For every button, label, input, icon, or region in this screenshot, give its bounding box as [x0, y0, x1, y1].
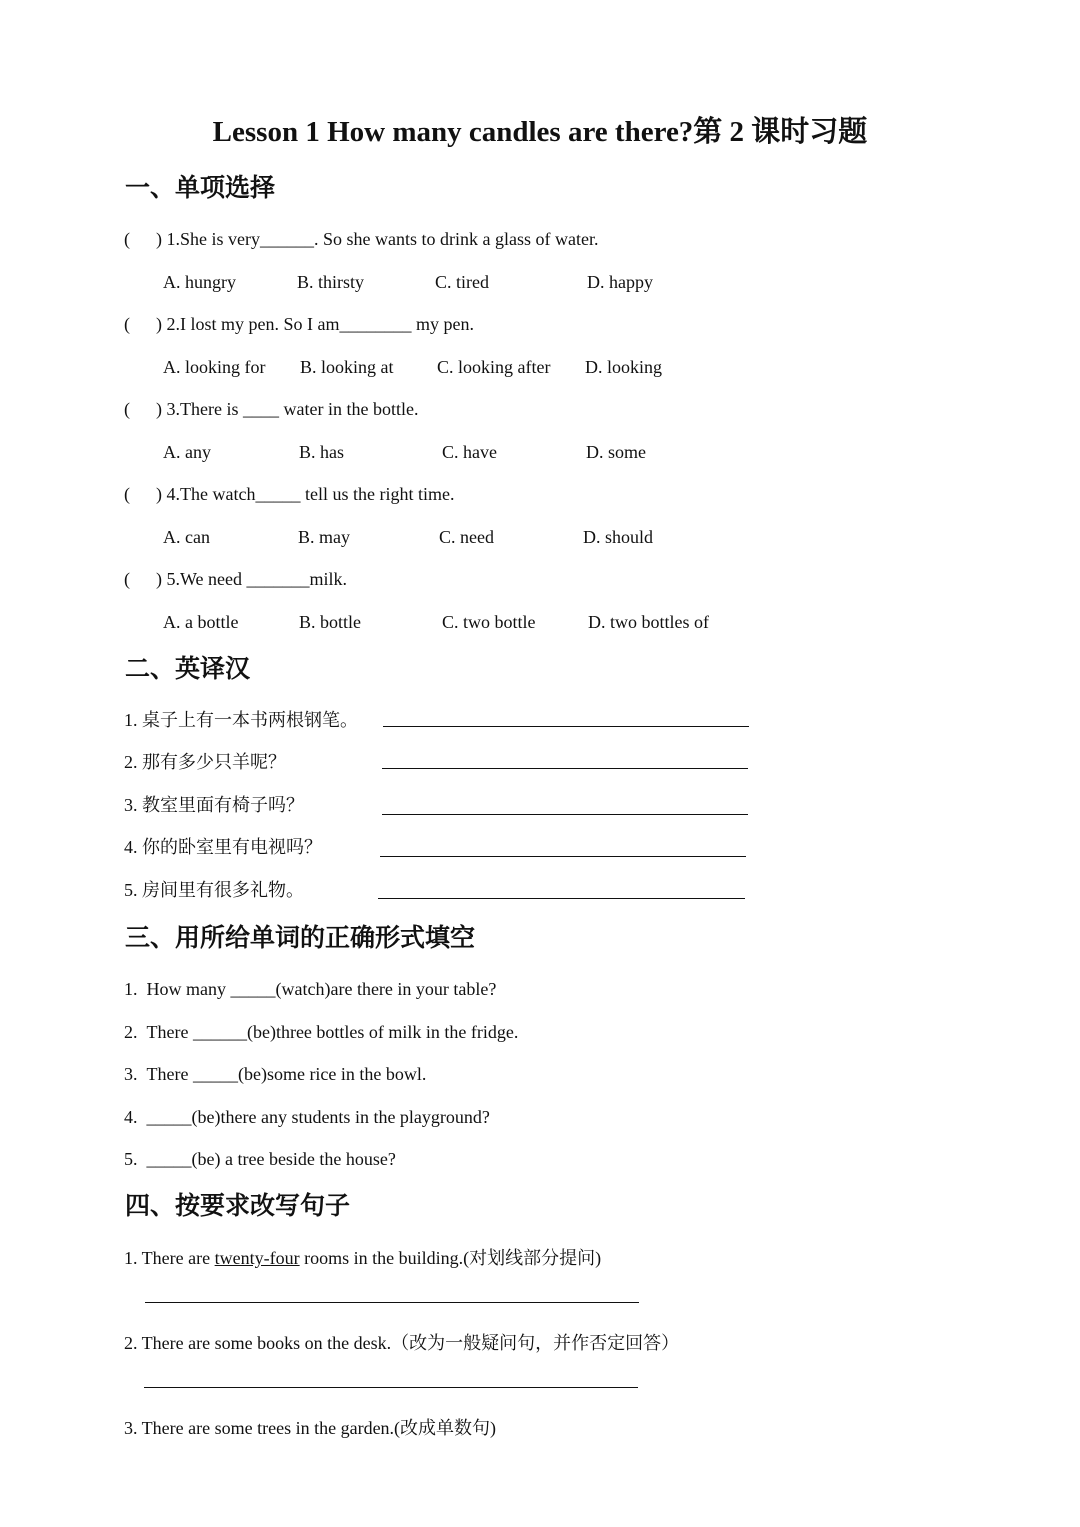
mc-option: C. have [442, 442, 497, 462]
mc-option: C. two bottle [442, 612, 536, 632]
section-heading-2: 二、英译汉 [125, 656, 251, 683]
fill-item-5: 5. _____(be) a tree beside the house? [124, 1149, 396, 1169]
mc-option: C. looking after [437, 357, 551, 377]
mc-option: C. tired [435, 272, 489, 292]
rewrite-item-1: 1. There are twenty-four rooms in the building.(对划线部分提问) [124, 1248, 602, 1268]
mc-option: D. looking [585, 357, 663, 377]
page-title: Lesson 1 How many candles are there?第 2 课时习题 [212, 116, 868, 148]
mc-option: A. a bottle [163, 612, 239, 632]
mc-option: C. need [439, 527, 494, 547]
mc-option: D. some [586, 442, 646, 462]
mc-question-2: ( ) 2.I lost my pen. So I am________ my pen. [124, 314, 474, 334]
section-heading-1: 一、单项选择 [125, 175, 276, 202]
translate-item-4: 4. 你的卧室里有电视吗？ [124, 837, 322, 857]
fill-item-3: 3. There _____(be)some rice in the bowl. [124, 1064, 427, 1084]
translate-item-3: 3. 教室里面有椅子吗？ [124, 795, 304, 815]
answer-line [144, 1387, 638, 1388]
underlined-phrase: twenty-four [214, 1248, 300, 1268]
answer-line [382, 814, 748, 815]
fill-item-2: 2. There ______(be)three bottles of milk in the fridge. [124, 1022, 519, 1042]
fill-item-1: 1. How many _____(watch)are there in your table? [124, 979, 497, 999]
fill-item-4: 4. _____(be)there any students in the playground? [124, 1107, 490, 1127]
mc-option: B. has [299, 442, 344, 462]
mc-option: D. two bottles of [588, 612, 709, 632]
mc-question-4: ( ) 4.The watch_____ tell us the right time. [124, 484, 455, 504]
section-heading-4: 四、按要求改写句子 [125, 1193, 351, 1220]
mc-option: A. looking for [163, 357, 266, 377]
mc-question-3: ( ) 3.There is ____ water in the bottle. [124, 399, 419, 419]
mc-option: B. bottle [299, 612, 361, 632]
answer-line [380, 856, 746, 857]
mc-question-1: ( ) 1.She is very______. So she wants to drink a glass of water. [124, 229, 599, 249]
answer-line [383, 726, 749, 727]
section-heading-3: 三、用所给单词的正确形式填空 [125, 925, 476, 952]
mc-option: A. hungry [163, 272, 236, 292]
mc-option: B. may [298, 527, 350, 547]
rewrite-item-3: 3. There are some trees in the garden.(改成单数句) [124, 1418, 497, 1438]
mc-question-5: ( ) 5.We need _______milk. [124, 569, 348, 589]
translate-item-5: 5. 房间里有很多礼物。 [124, 880, 304, 900]
answer-line [382, 768, 748, 769]
mc-option: B. looking at [300, 357, 394, 377]
mc-option: D. should [583, 527, 654, 547]
mc-option: D. happy [587, 272, 653, 292]
mc-option: A. can [163, 527, 210, 547]
translate-item-2: 2. 那有多少只羊呢？ [124, 752, 286, 772]
rewrite-item-2: 2. There are some books on the desk.（改为一般疑问句，并作否定回答） [124, 1333, 680, 1353]
mc-option: B. thirsty [297, 272, 365, 292]
answer-line [145, 1302, 639, 1303]
mc-option: A. any [163, 442, 211, 462]
answer-line [378, 898, 745, 899]
translate-item-1: 1. 桌子上有一本书两根钢笔。 [124, 710, 358, 730]
